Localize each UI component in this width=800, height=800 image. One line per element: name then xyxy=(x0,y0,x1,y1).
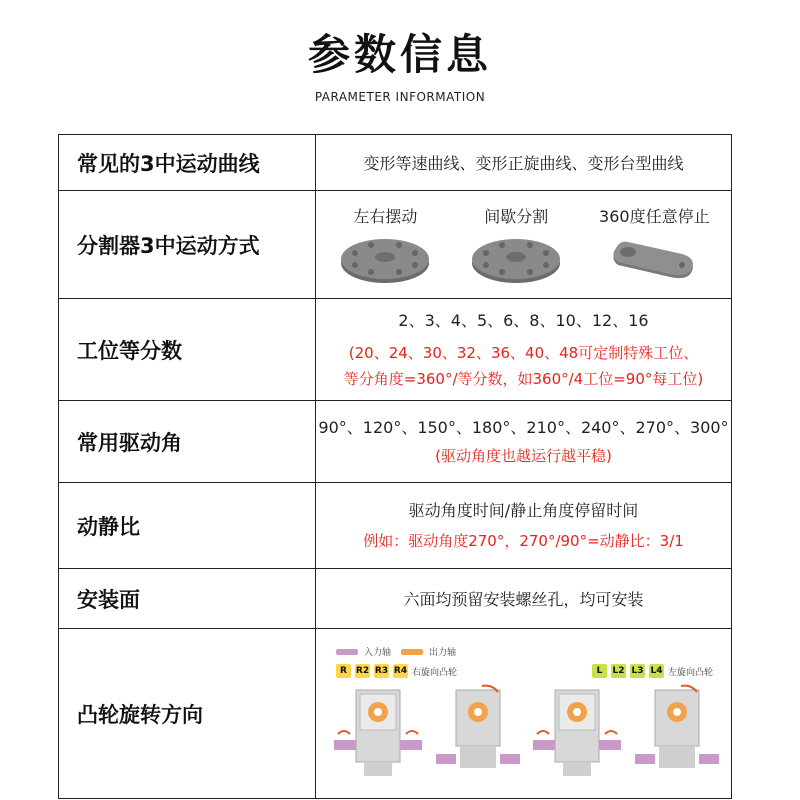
row-value-curves xyxy=(316,135,732,191)
row-label-methods: 分割器3中运动方式 xyxy=(59,191,316,299)
right-hand-tags xyxy=(336,664,457,678)
tag-l2: L2 xyxy=(612,666,625,676)
tag-r3: R3 xyxy=(374,666,389,676)
output-shaft-swatch xyxy=(401,649,423,655)
table-row-mount xyxy=(59,569,732,629)
method-index xyxy=(468,204,564,285)
stations-note-2: 等分角度=360°/等分数，如360°/4工位=90°每工位) xyxy=(343,369,704,388)
row-label-drive-angle: 常用驱动角 xyxy=(59,401,316,483)
row-label-mount: 安装面 xyxy=(59,569,316,629)
indexing-disc-icon xyxy=(337,233,433,285)
row-label-ratio: 动静比 xyxy=(59,483,316,569)
cam-unit-diagram-3 xyxy=(529,682,625,782)
stations-note-1: (20、24、30、32、36、40、48可定制特殊工位、 xyxy=(348,343,699,362)
stations-text: 2、3、4、5、6、8、10、12、16 xyxy=(398,310,649,330)
table-row-cam xyxy=(59,629,732,799)
page-title: 参数信息 xyxy=(307,30,492,79)
table-row-stations xyxy=(59,299,732,401)
row-label-cam: 凸轮旋转方向 xyxy=(59,629,316,799)
row-value-mount xyxy=(316,569,732,629)
ratio-note: 例如：驱动角度270°，270°/90°=动静比：3/1 xyxy=(363,531,684,550)
legend-input-label: 入力轴 xyxy=(364,648,392,658)
tag-r2: R2 xyxy=(355,666,370,676)
mount-text: 六面均预留安装螺丝孔，均可安装 xyxy=(403,590,644,609)
row-value-stations xyxy=(316,299,732,401)
ratio-text: 驱动角度时间/静止角度停留时间 xyxy=(408,500,639,520)
row-value-ratio xyxy=(316,483,732,569)
left-caption: 左旋向凸轮 xyxy=(667,667,713,678)
tag-l4: L4 xyxy=(650,666,663,676)
tag-r: R xyxy=(336,664,351,678)
legend-output-label: 出力轴 xyxy=(429,648,457,658)
row-value-drive-angle xyxy=(316,401,732,483)
tag-r4: R4 xyxy=(393,666,408,676)
cam-unit-diagram-4 xyxy=(629,682,725,782)
tag-l3: L3 xyxy=(631,666,644,676)
page-subtitle: PARAMETER INFORMATION xyxy=(314,90,486,104)
table-row-drive-angle xyxy=(59,401,732,483)
input-shaft-swatch xyxy=(336,649,358,655)
shaft-legend xyxy=(336,645,731,658)
row-value-methods xyxy=(316,191,732,299)
method-label-stop: 360度任意停止 xyxy=(599,207,710,226)
cam-diagrams xyxy=(316,682,731,782)
method-swing xyxy=(337,204,433,285)
drive-angle-note: (驱动角度也越运行越平稳) xyxy=(435,446,612,465)
method-label-swing: 左右摆动 xyxy=(353,207,418,226)
curves-text: 变形等速曲线、变形正旋曲线、变形台型曲线 xyxy=(363,154,684,173)
method-stop xyxy=(599,204,710,285)
indexing-disc-icon xyxy=(468,233,564,285)
right-caption: 右旋向凸轮 xyxy=(412,667,458,678)
left-hand-tags xyxy=(592,664,713,678)
table-row-methods xyxy=(59,191,732,299)
table-row-curves xyxy=(59,135,732,191)
row-label-curves: 常见的3中运动曲线 xyxy=(59,135,316,191)
direction-tags-row xyxy=(316,664,731,678)
row-label-stations: 工位等分数 xyxy=(59,299,316,401)
method-label-index: 间歇分割 xyxy=(484,207,549,226)
row-value-cam xyxy=(316,629,732,799)
table-row-ratio xyxy=(59,483,732,569)
swing-arm-icon xyxy=(606,233,702,285)
cam-unit-diagram-2 xyxy=(430,682,526,782)
tag-l: L xyxy=(592,664,607,678)
parameter-table xyxy=(58,134,732,799)
cam-unit-diagram-1 xyxy=(330,682,426,782)
drive-angle-text: 90°、120°、150°、180°、210°、240°、270°、300° xyxy=(318,417,729,437)
